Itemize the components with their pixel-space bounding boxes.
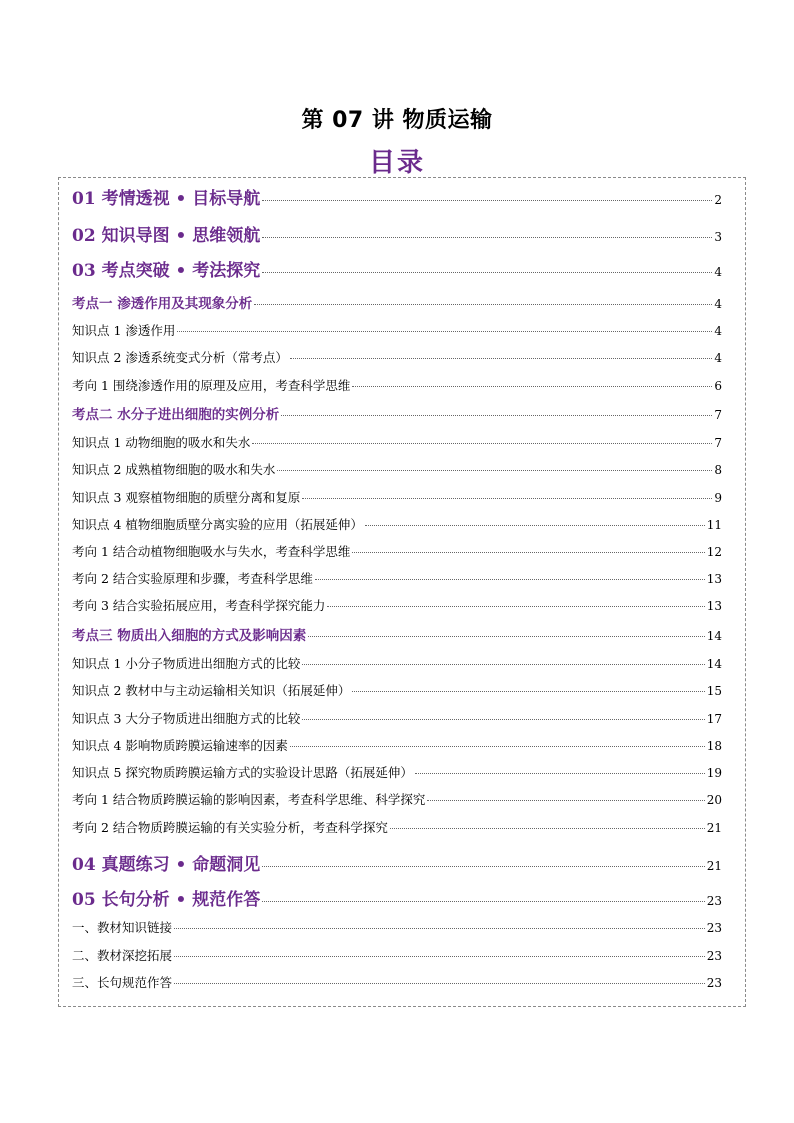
toc-entry-label: 知识点 2 成熟植物细胞的吸水和失水 [72,462,276,477]
toc-entry[interactable] [72,569,722,587]
toc-entry-page: 7 [714,408,722,422]
toc-entry[interactable] [72,221,722,246]
toc-leader-dots [262,866,704,867]
toc-leader-dots [327,606,704,607]
toc-entry-label: 知识点 2 渗透系统变式分析（常考点） [72,350,288,365]
toc-entry-label: 知识点 3 观察植物细胞的质壁分离和复原 [72,490,301,505]
toc-entry[interactable] [72,946,722,964]
toc-leader-dots [290,358,712,359]
toc-leader-dots [290,746,705,747]
toc-entry-page: 23 [706,894,722,908]
toc-entry-label: 知识点 1 动物细胞的吸水和失水 [72,435,251,450]
toc-entry-label: 考向 3 结合实验拓展应用，考查科学探究能力 [72,598,326,613]
toc-entry[interactable] [72,654,722,672]
toc-entry-label: 考向 1 围绕渗透作用的原理及应用，考查科学思维 [72,378,351,393]
toc-entry[interactable] [72,542,722,560]
toc-leader-dots [262,200,712,201]
toc-leader-dots [365,525,705,526]
toc-entry-label: 05 长句分析 • 规范作答 [72,890,261,910]
toc-entry-page: 4 [714,324,722,338]
toc-leader-dots [308,636,705,637]
toc-entry-page: 3 [714,230,722,244]
toc-leader-dots [315,579,705,580]
toc-leader-dots [262,237,712,238]
toc-leader-dots [174,956,705,957]
toc-entry[interactable] [72,488,722,506]
toc-entry[interactable] [72,709,722,727]
toc-entry-page: 6 [714,379,722,393]
toc-entry-label: 考点三 物质出入细胞的方式及影响因素 [72,628,307,644]
toc-entry[interactable] [72,681,722,699]
toc-entry-page: 14 [706,657,722,671]
toc-entry[interactable] [72,348,722,366]
toc-entry-page: 18 [706,739,722,753]
toc-entry[interactable] [72,256,722,281]
toc-entry-label: 三、长句规范作答 [72,975,173,990]
toc-entry-page: 7 [714,436,722,450]
toc-entry-label: 知识点 2 教材中与主动运输相关知识（拓展延伸） [72,683,351,698]
toc-leader-dots [352,691,704,692]
toc-entry-label: 知识点 1 渗透作用 [72,323,176,338]
toc-leader-dots [174,983,705,984]
toc-leader-dots [415,773,705,774]
toc-entry[interactable] [72,321,722,339]
toc-entry-label: 考向 2 结合实验原理和步骤，考查科学思维 [72,571,313,586]
toc-entry[interactable] [72,973,722,991]
toc-entry[interactable] [72,624,722,644]
toc-entry-label: 考点一 渗透作用及其现象分析 [72,296,253,312]
toc-entry-page: 11 [706,518,722,532]
toc-entry-page: 8 [714,463,722,477]
toc-entry[interactable] [72,460,722,478]
toc-entry-label: 考向 1 结合物质跨膜运输的影响因素，考查科学思维、科学探究 [72,792,426,807]
toc-leader-dots [277,470,712,471]
toc-entry-label: 知识点 4 影响物质跨膜运输速率的因素 [72,738,288,753]
toc-leader-dots [352,552,704,553]
toc-entry[interactable] [72,596,722,614]
toc-leader-dots [262,272,712,273]
document-title: 第 07 讲 物质运输 [301,108,493,133]
toc-entry-label: 知识点 3 大分子物质进出细胞方式的比较 [72,711,301,726]
toc-entry-label: 04 真题练习 • 命题洞见 [72,855,261,875]
toc-entry[interactable] [72,403,722,423]
toc-entry-page: 23 [706,949,722,963]
toc-leader-dots [352,386,712,387]
toc-entry-page: 23 [706,976,722,990]
toc-entry[interactable] [72,818,722,836]
toc-entry-label: 03 考点突破 • 考法探究 [72,261,261,281]
toc-entry-page: 20 [706,793,722,807]
toc-entry[interactable] [72,515,722,533]
toc-leader-dots [177,331,712,332]
toc-entry-label: 01 考情透视 • 目标导航 [72,189,261,209]
toc-leader-dots [302,498,712,499]
toc-leader-dots [427,800,704,801]
toc-entry[interactable] [72,433,722,451]
toc-entry-label: 二、教材深挖拓展 [72,948,173,963]
toc-entry[interactable] [72,376,722,394]
toc-entry[interactable] [72,763,722,781]
toc-leader-dots [302,719,704,720]
toc-entry-label: 02 知识导图 • 思维领航 [72,226,261,246]
toc-entry-page: 23 [706,921,722,935]
toc-entry-page: 17 [706,712,722,726]
toc-entry-label: 考向 1 结合动植物细胞吸水与失水，考查科学思维 [72,544,351,559]
toc-entry-page: 21 [706,821,722,835]
toc-entry-page: 4 [714,297,722,311]
toc-entry-page: 9 [714,491,722,505]
toc-entry[interactable] [72,885,722,910]
toc-leader-dots [252,443,712,444]
toc-entry-page: 13 [706,599,722,613]
toc-leader-dots [262,901,704,902]
toc-entry-page: 15 [706,684,722,698]
toc-entry-label: 考点二 水分子进出细胞的实例分析 [72,407,280,423]
toc-entry-page: 14 [706,629,722,643]
toc-entry[interactable] [72,184,722,209]
toc-entry[interactable] [72,790,722,808]
toc-entry-page: 19 [706,766,722,780]
toc-leader-dots [174,928,705,929]
toc-entry-page: 4 [714,351,722,365]
toc-entry-page: 4 [714,265,722,279]
toc-heading: 目录 [368,148,425,178]
toc-entry-page: 21 [706,859,722,873]
toc-entry-label: 知识点 4 植物细胞质壁分离实验的应用（拓展延伸） [72,517,363,532]
toc-leader-dots [281,415,712,416]
toc-leader-dots [254,304,712,305]
toc-entry[interactable] [72,918,722,936]
toc-entry-page: 12 [706,545,722,559]
toc-entry[interactable] [72,292,722,312]
toc-entry-page: 13 [706,572,722,586]
toc-entry-label: 一、教材知识链接 [72,920,173,935]
toc-entry[interactable] [72,736,722,754]
toc-entry-page: 2 [714,193,722,207]
toc-leader-dots [390,828,705,829]
toc-entry-label: 知识点 1 小分子物质进出细胞方式的比较 [72,656,301,671]
toc-entry-label: 知识点 5 探究物质跨膜运输方式的实验设计思路（拓展延伸） [72,765,413,780]
toc-leader-dots [302,664,704,665]
toc-entry[interactable] [72,850,722,875]
toc-entry-label: 考向 2 结合物质跨膜运输的有关实验分析，考查科学探究 [72,820,388,835]
